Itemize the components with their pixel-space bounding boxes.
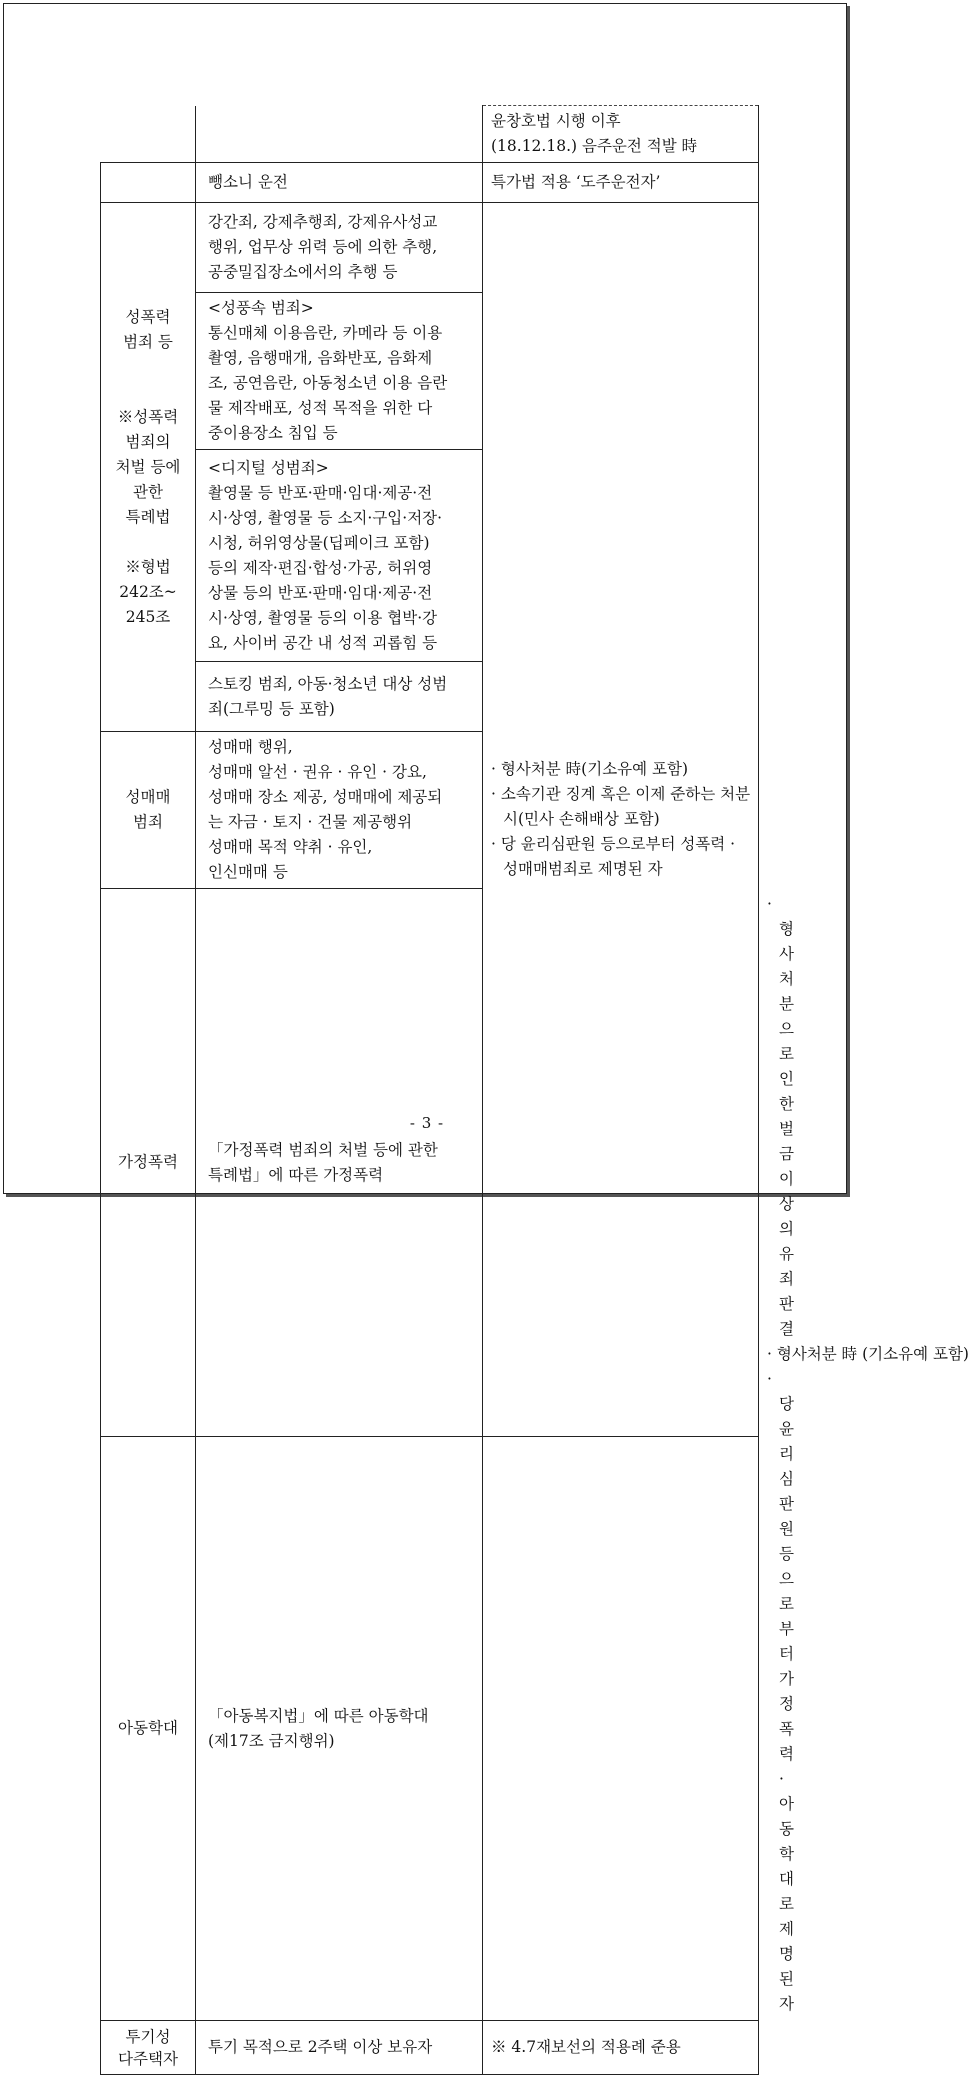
hit-and-run-cell: 뺑소니 운전 [196,163,483,203]
empty-cell [101,106,196,163]
table-row [101,163,759,203]
eligibility-table [100,105,969,2075]
digital-sex-crime-cell: <디지털 성범죄> 촬영물 등 반포·판매·임대·제공·전 시·상영, 촬영물 등 소지·구입·저장· 시청, 허위영상물(딥페이크 포함) 등의 제작·편집·합성·가공, 허위영 상물 등의 반포·판매·임대·제공·전 시·상영, 촬영물 등의 이용 협박·강 요, 사이버 공간 내 성적 괴롭힘 등 [196,450,483,662]
empty-cell [101,163,196,203]
speculation-label: 투기성 다주택자 [101,2021,196,2075]
speculation-cell: 투기 목적으로 2주택 이상 보유자 [196,2021,483,2075]
public-morals-cell: <성풍속 범죄> 통신매체 이용음란, 카메라 등 이용 촬영, 음행매개, 음화반포, 음화제 조, 공연음란, 아동청소년 이용 음란 물 제작배포, 성적 목적을 위한 다 중이용장소 침입 등 [196,293,483,450]
dui-line: (18.12.18.) 음주운전 적발 時 [491,137,698,155]
table-row [101,106,759,163]
child-abuse-label: 아동학대 [101,1437,196,2021]
domestic-violence-cell: 「가정폭력 범죄의 처벌 등에 관한 특례법」에 따른 가정폭력 [196,889,483,1437]
table-row: 가정폭력 「가정폭력 범죄의 처벌 등에 관한 특례법」에 따른 가정폭력 · 형사처분으로 인한 벌금 이상의 유죄판결 · 형사처분 時 (기소유예 포함) · 당 윤리심판원 등으로부터 가정폭력 · 아동학대로 제명된 자 [101,889,759,1437]
sexual-offense-criteria: · 형사처분 時(기소유예 포함) · 소속기관 징계 혹은 이제 준하는 처분 시(민사 손해배상 포함) · 당 윤리심판원 등으로부터 성폭력 · 성매매범죄로 제명된 자 [483,203,759,1437]
table-row [101,2021,759,2075]
rape-offenses-cell: 강간죄, 강제추행죄, 강제유사성교 행위, 업무상 위력 등에 의한 추행, 공중밀집장소에서의 추행 등 [196,203,483,293]
child-abuse-cell: 「아동복지법」에 따른 아동학대 (제17조 금지행위) [196,1437,483,2021]
empty-cell [196,106,483,163]
dui-line: 윤창호법 시행 이후 [491,112,621,130]
speculation-criteria: ※ 4.7재보선의 적용례 준용 [483,2021,759,2075]
hit-and-run-criteria: 특가법 적용 ‘도주운전자’ [483,163,759,203]
dui-cell [483,106,759,163]
stalking-cell: 스토킹 범죄, 아동·청소년 대상 성범 죄(그루밍 등 포함) [196,662,483,732]
table-row [101,1437,759,2021]
prostitution-cell: 성매매 행위, 성매매 알선 · 권유 · 유인 · 강요, 성매매 장소 제공, 성매매에 제공되 는 자금 · 토지 · 건물 제공행위 성매매 목적 약취 · 유인, 인신매매 등 [196,732,483,889]
domestic-violence-label: 가정폭력 [101,889,196,1437]
page-number: - 3 - [409,1114,445,1132]
sexual-violence-label: 성폭력 범죄 등 ※성폭력 범죄의 처벌 등에 관한 특례법 ※형법 242조~ 245조 [101,203,196,732]
table-row [101,203,759,293]
prostitution-label: 성매매 범죄 [101,732,196,889]
